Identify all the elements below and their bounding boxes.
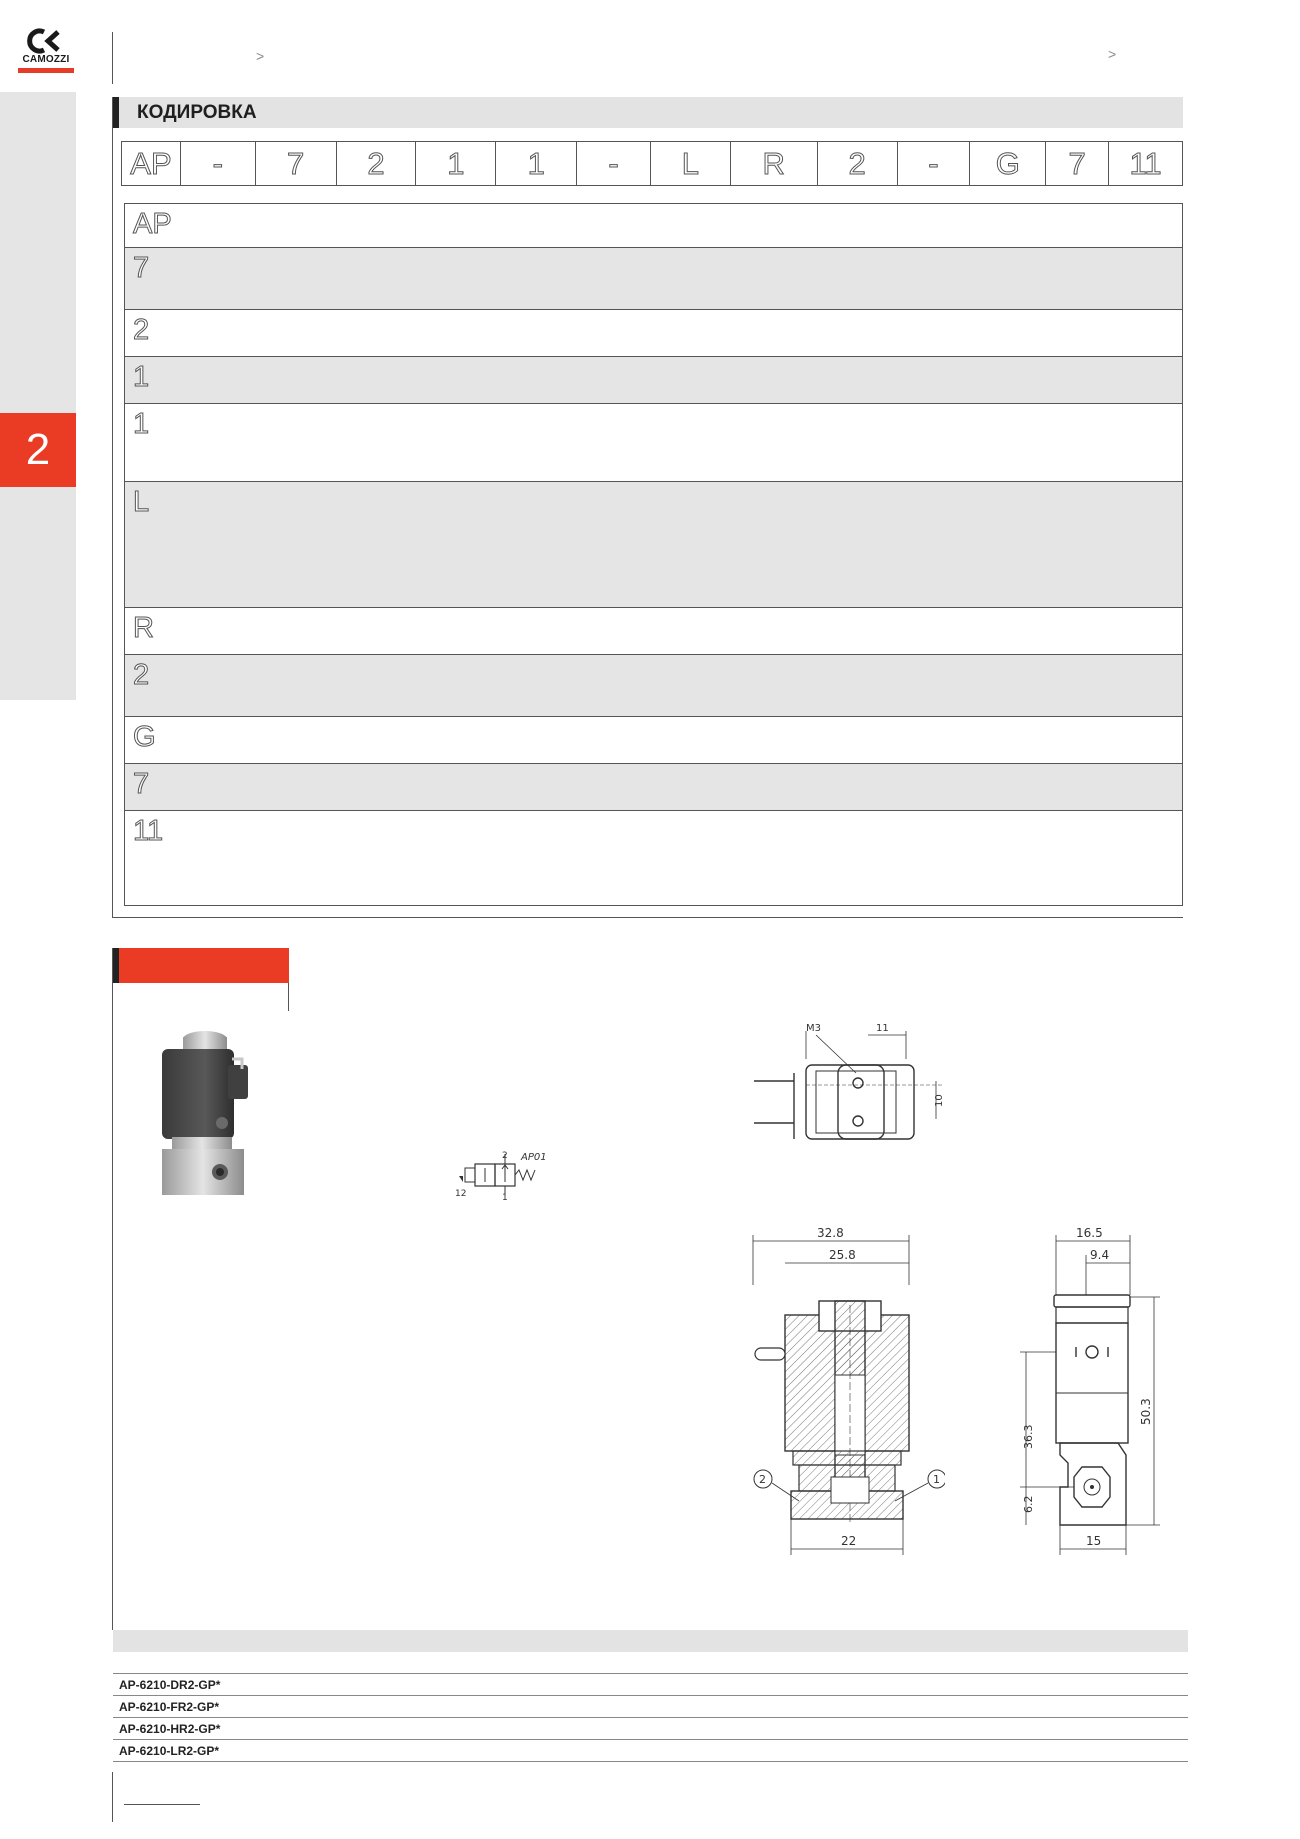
breadcrumb-separator: > [1108, 46, 1117, 62]
code-cell: 7 [256, 142, 337, 185]
legend-key: 2 [133, 659, 150, 691]
legend-row [125, 404, 1182, 482]
legend-key: 7 [133, 252, 150, 284]
header-divider [112, 32, 113, 84]
legend-key: L [133, 486, 150, 518]
ordering-code-row [121, 141, 1183, 186]
brand-bar [18, 68, 74, 73]
dim-50-3: 50.3 [1139, 1398, 1153, 1425]
part-row [113, 1673, 1188, 1695]
brand-name: CAMOZZI [22, 54, 70, 65]
code-cell: 1 [416, 142, 496, 185]
part-number: AP-6210-FR2-GP* [119, 1700, 220, 1714]
code-legend-table [124, 203, 1183, 906]
legend-key: 1 [133, 361, 150, 393]
legend-key: 11 [133, 815, 164, 847]
legend-key: G [133, 721, 156, 753]
dim-11: 11 [876, 1023, 889, 1034]
part-row [113, 1717, 1188, 1739]
code-cell: 7 [1046, 142, 1109, 185]
port-label-2: 2 [759, 1473, 766, 1486]
breadcrumb-separator: > [256, 48, 265, 64]
legend-row [125, 204, 1182, 248]
logo-mark-icon [14, 28, 78, 56]
footer-rule [124, 1804, 200, 1805]
section-frame-left [112, 97, 113, 918]
legend-key: 7 [133, 768, 150, 800]
pneumatic-symbol [455, 1150, 555, 1202]
part-row [113, 1695, 1188, 1717]
code-cell: 2 [818, 142, 898, 185]
code-cell: 1 [496, 142, 577, 185]
dim-15: 15 [1086, 1534, 1102, 1548]
code-cell: R [731, 142, 818, 185]
dim-10: 10 [934, 1094, 945, 1107]
code-cell: 11 [1129, 145, 1162, 181]
header-tick [288, 983, 289, 1011]
camozzi-logo [14, 28, 78, 76]
code-cell: G [970, 142, 1046, 185]
legend-key: R [133, 612, 154, 644]
legend-row [125, 811, 1182, 905]
footer-divider [112, 1772, 113, 1822]
code-cell: - [577, 142, 651, 185]
legend-row [125, 764, 1182, 811]
code-cell: 2 [337, 142, 417, 185]
port-12-label: 12 [455, 1189, 467, 1199]
section-view-drawing [745, 1225, 945, 1570]
section-frame-bottom [113, 917, 1183, 918]
code-cell: AP [122, 142, 181, 185]
dim-32-8: 32.8 [817, 1226, 844, 1240]
product-section-header [113, 948, 289, 983]
valve-photo [150, 1025, 280, 1200]
dim-25-8: 25.8 [829, 1248, 856, 1262]
product-frame-left [112, 948, 113, 1630]
legend-row [125, 357, 1182, 404]
thread-label: M3 [806, 1023, 821, 1034]
legend-key: 2 [133, 314, 150, 346]
dim-22: 22 [841, 1534, 857, 1548]
code-cell: L [651, 142, 731, 185]
parts-table-end [113, 1761, 1188, 1762]
chapter-tab[interactable]: 2 [0, 413, 76, 487]
legend-row [125, 717, 1182, 764]
port-2-label: 2 [502, 1151, 508, 1161]
dim-16-5: 16.5 [1076, 1226, 1103, 1240]
legend-key: 1 [133, 408, 150, 440]
section-title: КОДИРОВКА [137, 102, 257, 123]
part-number: AP-6210-DR2-GP* [119, 1678, 221, 1692]
legend-row [125, 482, 1182, 608]
side-view-drawing [990, 1225, 1170, 1570]
symbol-code: AP01 [521, 1152, 547, 1163]
part-number: AP-6210-LR2-GP* [119, 1744, 220, 1758]
port-label-1: 1 [933, 1473, 940, 1486]
parts-table-header [113, 1630, 1188, 1652]
section-header [113, 97, 1183, 128]
legend-row [125, 608, 1182, 655]
port-1-label: 1 [502, 1193, 508, 1202]
legend-key: AP [133, 208, 172, 240]
part-number: AP-6210-HR2-GP* [119, 1722, 221, 1736]
code-cell: - [898, 142, 971, 185]
dim-6-2: 6.2 [1022, 1495, 1035, 1513]
part-row [113, 1739, 1188, 1761]
legend-row [125, 655, 1182, 717]
legend-row [125, 248, 1182, 310]
top-view-drawing [750, 1015, 950, 1145]
legend-row [125, 310, 1182, 357]
dim-9-4: 9.4 [1090, 1248, 1110, 1262]
code-cell: - [181, 142, 256, 185]
dim-36-3: 36.3 [1022, 1424, 1035, 1449]
sidebar-strip [0, 92, 76, 700]
